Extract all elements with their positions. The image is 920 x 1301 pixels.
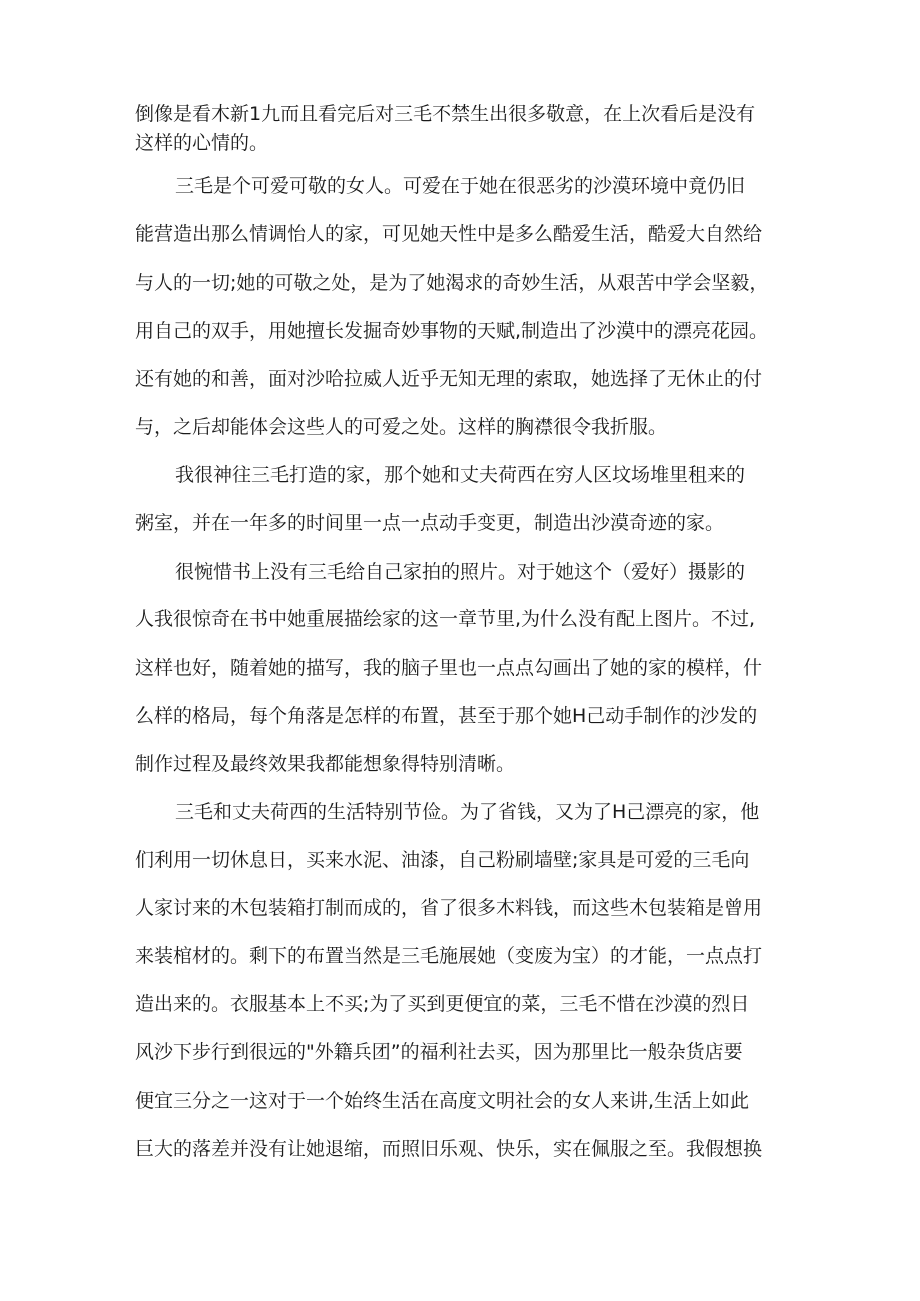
text-line: 么样的格局，每个角落是怎样的布置，甚至于那个她H己动手制作的沙发的 <box>135 705 758 727</box>
text-line: 粥室，并在一年多的时间里一点一点动手变更，制造出沙漠奇迹的家。 <box>135 512 725 534</box>
text-line: 与人的一切;她的可敬之处，是为了她渴求的奇妙生活，从艰苦中学会坚毅， <box>135 272 769 294</box>
text-line: 便宜三分之一这对于一个始终生活在高度文明社会的女人来讲,生活上如此 <box>135 1090 750 1112</box>
text-line: 制作过程及最终效果我都能想象得特别清晰。 <box>135 753 516 775</box>
text-line: 与，之后却能体会这些人的可爱之处。这样的胸襟很令我折服。 <box>135 416 668 438</box>
text-line: 用自己的双手，用她擅长发掘奇妙事物的天赋,制造出了沙漠中的漂亮花园。 <box>135 320 769 342</box>
text-line: 三毛和丈夫荷西的生活特别节俭。为了省钱，又为了H己漂亮的家，他 <box>175 801 760 823</box>
text-line: 倒像是看木新1九而且看完后对三毛不禁生出很多敬意，在上次看后是没有 <box>135 103 756 125</box>
text-line: 们利用一切休息日，买来水泥、油漆，自己粉刷墙壁;家具是可爱的三毛向 <box>135 849 750 871</box>
text-line: 能营造出那么情调怡人的家，可见她天性中是多么酷爱生活，酷爱大自然给 <box>135 223 763 245</box>
text-line: 巨大的落差并没有让她退缩，而照旧乐观、快乐，实在佩服之至。我假想换 <box>135 1138 763 1160</box>
text-line: 造出来的。衣服基本上不买;为了买到更便宜的菜，三毛不惜在沙漠的烈日 <box>135 993 750 1015</box>
text-line: 很惋惜书上没有三毛给自己家拍的照片。对于她这个（爱好）摄影的 <box>175 561 746 583</box>
text-line: 我很神往三毛打造的家，那个她和丈夫荷西在穷人区坟场堆里租来的 <box>175 464 746 486</box>
text-line: 风沙下步行到很远的"外籍兵团”的福利社去买，因为那里比一般杂货店要 <box>135 1041 743 1063</box>
text-line: 三毛是个可爱可敬的女人。可爱在于她在很恶劣的沙漠环境中竟仍旧 <box>175 175 746 197</box>
text-line: 这样的心情的。 <box>135 132 269 154</box>
text-line: 这样也好，随着她的描写，我的脑子里也一点点勾画出了她的家的模样，什 <box>135 657 763 679</box>
text-line: 人家讨来的木包装箱打制而成的，省了很多木料钱，而这些木包装箱是曾用 <box>135 897 763 919</box>
text-line: 人我很惊奇在书中她重展描绘家的这一章节里,为什么没有配上图片。不过, <box>135 608 756 630</box>
text-line: 还有她的和善，面对沙哈拉威人近乎无知无理的索取，她选择了无休止的付 <box>135 368 763 390</box>
text-line: 来装棺材的。剩下的布置当然是三毛施展她（变废为宝）的才能，一点点打 <box>135 945 763 967</box>
